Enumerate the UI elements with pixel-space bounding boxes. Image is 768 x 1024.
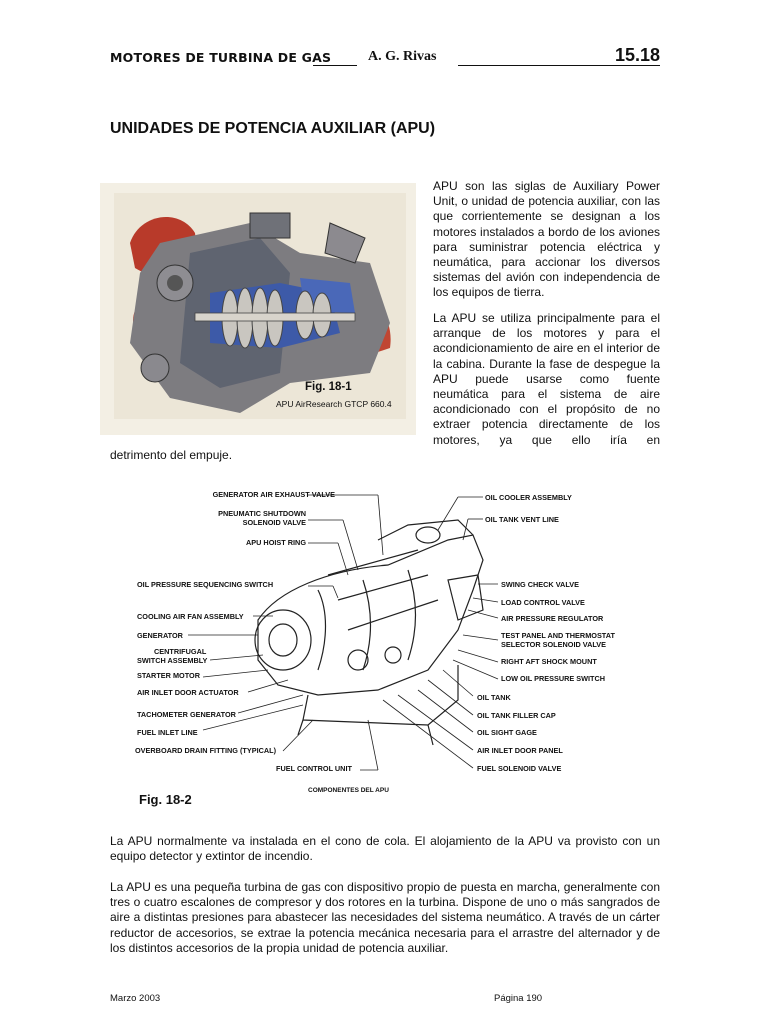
label-solenoid-valve: SOLENOID VALVE xyxy=(242,518,306,527)
paragraph-apu-description: La APU es una pequeña turbina de gas con dispositivo propio de puesta en marcha, generalmente con tres o cuatro escalones de compresor y dos rotores en la turbina. Dispone de uno o más sangrados de aire a distintas presiones para abastecer las necesidades del sistema neumático. A través de un cárter reductor de accesorios, se extrae la potencia mecánica necesaria para el arrastre del alternador y de los distintos accesorios de la propia unidad de potencia auxiliar. xyxy=(110,880,660,955)
label-swing-check-valve: SWING CHECK VALVE xyxy=(501,580,579,589)
apu-components-drawing xyxy=(128,480,648,780)
label-selector-solenoid-valve: SELECTOR SOLENOID VALVE xyxy=(501,640,607,649)
label-pneumatic-shutdown: PNEUMATIC SHUTDOWN xyxy=(218,509,306,518)
section-title: UNIDADES DE POTENCIA AUXILIAR (APU) xyxy=(110,120,436,137)
figure-2-diagram xyxy=(128,480,648,780)
label-switch-assembly: SWITCH ASSEMBLY xyxy=(137,656,208,665)
label-fuel-control-unit: FUEL CONTROL UNIT xyxy=(276,764,352,773)
header-page-number: 15.18 xyxy=(614,45,660,65)
label-overboard-drain-fitting: OVERBOARD DRAIN FITTING (TYPICAL) xyxy=(135,746,277,755)
figure-2-subcaption: COMPONENTES DEL APU xyxy=(308,787,389,794)
header-title: MOTORES DE TURBINA DE GAS xyxy=(110,50,332,65)
label-cooling-air-fan-assembly: COOLING AIR FAN ASSEMBLY xyxy=(137,612,244,621)
label-oil-tank-filler-cap: OIL TANK FILLER CAP xyxy=(477,711,556,720)
header-author: A. G. Rivas xyxy=(368,49,437,64)
label-test-panel-and-thermostat: TEST PANEL AND THERMOSTAT xyxy=(501,631,615,640)
paragraph-apu-definition: APU son las siglas de Auxiliary Power Unit, o unidad de potencia auxiliar, con las que corrientemente se designan a los motores instalados a bordo de los aviones para suministrar potencia eléctrica y neumática, para accionar los diversos sistemas del avión con independencia de los equipos de tierra. xyxy=(433,179,660,300)
figure-2-caption: Fig. 18-2 xyxy=(139,792,192,807)
label-right-aft-shock-mount: RIGHT AFT SHOCK MOUNT xyxy=(501,657,597,666)
paragraph-apu-installation: La APU normalmente va instalada en el cono de cola. El alojamiento de la APU va provisto con un equipo detector y extintor de incendio. xyxy=(110,834,660,864)
label-load-control-valve: LOAD CONTROL VALVE xyxy=(501,598,585,607)
label-apu-hoist-ring: APU HOIST RING xyxy=(246,538,306,547)
figure-1-illustration xyxy=(100,183,416,435)
label-starter-motor: STARTER MOTOR xyxy=(137,671,200,680)
label-air-inlet-door-panel: AIR INLET DOOR PANEL xyxy=(477,746,563,755)
label-air-inlet-door-actuator: AIR INLET DOOR ACTUATOR xyxy=(137,688,239,697)
header-rule-left xyxy=(313,65,357,66)
apu-cutaway-image xyxy=(100,183,416,435)
label-oil-pressure-sequencing-switch: OIL PRESSURE SEQUENCING SWITCH xyxy=(137,580,274,589)
figure-1-caption: Fig. 18-1 xyxy=(305,381,352,393)
paragraph-apu-usage: La APU se utiliza principalmente para el arranque de los motores y para el acondicionamiento de aire en el interior de la cabina. Durante la fase de despegue la APU puede usarse como fuente neumática para el sistema de aire acondicionado con el propósito de no extraer potencia directamente de los motores, ya que ello iría en xyxy=(433,311,660,447)
label-oil-cooler-assembly: OIL COOLER ASSEMBLY xyxy=(485,493,572,502)
label-tachometer-generator: TACHOMETER GENERATOR xyxy=(137,710,236,719)
footer-date: Marzo 2003 xyxy=(110,993,161,1004)
label-low-oil-pressure-switch: LOW OIL PRESSURE SWITCH xyxy=(501,674,606,683)
label-air-pressure-regulator: AIR PRESSURE REGULATOR xyxy=(501,614,604,623)
label-oil-tank-vent-line: OIL TANK VENT LINE xyxy=(485,515,559,524)
paragraph-apu-usage-continued: detrimento del empuje. xyxy=(110,448,233,462)
footer-page: Página 190 xyxy=(494,993,543,1004)
label-oil-tank: OIL TANK xyxy=(477,693,511,702)
label-generator-air-exhaust-valve: GENERATOR AIR EXHAUST VALVE xyxy=(212,490,335,499)
label-oil-sight-gage: OIL SIGHT GAGE xyxy=(477,728,537,737)
label-fuel-solenoid-valve: FUEL SOLENOID VALVE xyxy=(477,764,562,773)
figure-1-subcaption: APU AirResearch GTCP 660.4 xyxy=(276,399,392,409)
label-generator: GENERATOR xyxy=(137,631,183,640)
label-fuel-inlet-line: FUEL INLET LINE xyxy=(137,728,198,737)
label-centrifugal: CENTRIFUGAL xyxy=(154,647,207,656)
